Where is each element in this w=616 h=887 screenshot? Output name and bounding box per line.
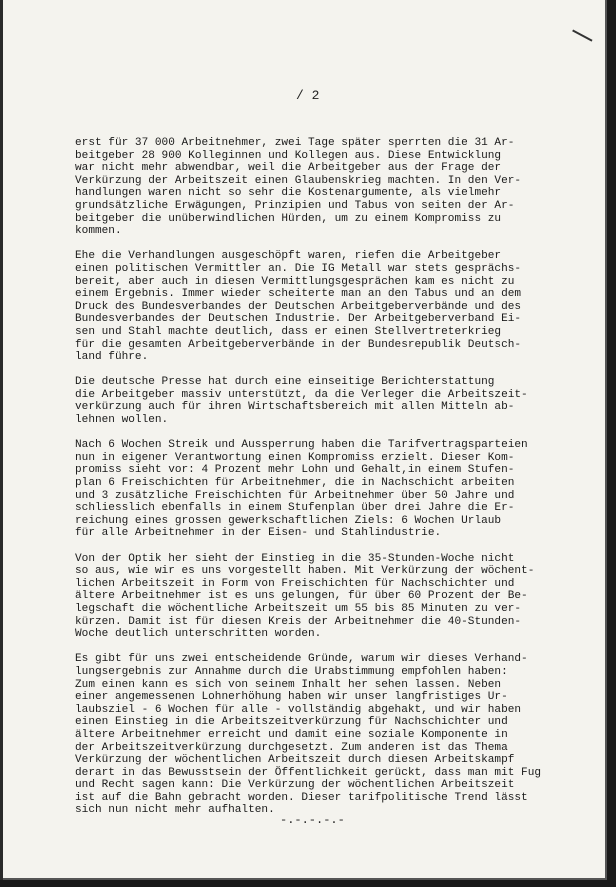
text-line: promiss sieht vor: 4 Prozent mehr Lohn und Gehalt,in einem Stufen-	[75, 464, 515, 477]
pen-mark	[567, 30, 592, 51]
end-mark: -.-.-.-.-	[280, 813, 345, 827]
paragraph	[75, 653, 579, 817]
text-line: kürzen. Damit ist für diesen Kreis der Arbeitnehmer die 40-Stunden-	[75, 615, 522, 628]
text-line: erst für 37 000 Arbeitnehmer, zwei Tage später sperrten die 31 Ar-	[75, 137, 515, 149]
scan-edge	[0, 0, 3, 880]
text-line: ältere Arbeitnehmer erreicht und damit eine soziale Komponente in	[75, 728, 508, 741]
text-line: handlungen waren nicht so sehr die Kostenargumente, als vielmehr	[75, 187, 502, 200]
text-line: so aus, wie wir es uns vorgestellt haben. Mit Verkürzung der wöchent-	[75, 565, 535, 578]
text-line: Verkürzung der Arbeitszeit einen Glaubenskrieg machten. In den Ver-	[75, 174, 522, 187]
page-number: / 2	[296, 88, 320, 103]
text-line: laubsziel - 6 Wochen für alle - vollständig abgehakt, und wir haben	[75, 703, 522, 716]
text-line: plan 6 Freischichten für Arbeitnehmer, die in Nachschicht arbeiten	[75, 477, 515, 490]
text-line: sich nun nicht mehr aufhalten.	[75, 804, 275, 817]
text-line: nun in eigener Verantwortung einen Kompromiss erzielt. Dieser Kom-	[75, 451, 515, 464]
text-line: Zum einen kann es sich von seinem Inhalt her sehen lassen. Neben	[75, 678, 502, 691]
text-line: lungsergebnis zur Annahme durch die Urabstimmung empfohlen haben:	[75, 665, 508, 678]
text-line: lehnen wollen.	[75, 414, 169, 427]
text-line: land führe.	[75, 351, 149, 364]
text-line: sen und Stahl machte deutlich, dass er einen Stellvertreterkrieg	[75, 325, 502, 338]
text-line: und Recht sagen kann: Die Verkürzung der wöchentlichen Arbeitszeit	[75, 779, 515, 792]
text-line: beitgeber die unüberwindlichen Hürden, um zu einem Kompromiss zu	[75, 212, 502, 225]
text-line: einer angemessenen Lohnerhöhung haben wir unser langfristiges Ur-	[75, 691, 508, 704]
text-line: ist auf die Bahn gebracht worden. Dieser tarifpolitische Trend lässt	[75, 791, 528, 804]
text-line: Es gibt für uns zwei entscheidende Gründe, warum wir dieses Verhand-	[75, 653, 528, 666]
paragraph	[75, 137, 579, 238]
text-line: beitgeber 28 900 Kolleginnen und Kollegen aus. Diese Entwicklung	[75, 149, 502, 162]
text-line: kommen.	[75, 225, 122, 238]
text-line: einen Einstieg in die Arbeitszeitverkürzung für Nachschichter und	[75, 716, 508, 729]
paragraph	[75, 376, 579, 426]
text-line: einen politischen Vermittler an. Die IG Metall war stets gesprächs-	[75, 262, 522, 275]
text-line: reichung eines grossen gewerkschaftlichen Ziels: 6 Wochen Urlaub	[75, 514, 502, 527]
text-line: Bundesverbandes der Deutschen Industrie. Der Arbeitgeberverband Ei-	[75, 313, 522, 326]
text-line: derart in das Bewusstsein der Öffentlichkeit gerückt, dass man mit Fug	[75, 766, 542, 779]
text-line: ältere Arbeitnehmer ist es uns gelungen, für über 60 Prozent der Be-	[75, 590, 528, 603]
text-line: war nicht mehr abwendbar, weil die Arbeitgeber aus der Frage der	[75, 162, 502, 175]
text-line: grundsätzliche Erwägungen, Prinzipien und Tabus von seiten der Ar-	[75, 199, 515, 212]
text-line: einem Ergebnis. Immer wieder scheiterte man an den Tabus und an dem	[75, 288, 522, 301]
paragraph	[75, 553, 579, 641]
text-line: schliesslich ebenfalls in einem Stufenplan über drei Jahre die Er-	[75, 502, 515, 515]
text-line: der Arbeitszeitverkürzung durchgesetzt. Zum anderen ist das Thema	[75, 741, 508, 754]
text-line: Druck des Bundesverbandes der Deutschen Arbeitgeberverbände und des	[75, 300, 522, 313]
text-line: lichen Arbeitszeit in Form von Freischichten für Nachschichter und	[75, 577, 515, 590]
text-line: legschaft die wöchentliche Arbeitszeit um 55 bis 85 Minuten zu ver-	[75, 602, 522, 615]
text-line: Woche deutlich unterschritten worden.	[75, 628, 322, 641]
paragraph	[75, 439, 579, 540]
text-line: verkürzung auch für ihren Wirtschaftsbereich mit allen Mitteln ab-	[75, 401, 515, 414]
text-line: für alle Arbeitnehmer in der Eisen- und Stahlindustrie.	[75, 527, 442, 540]
text-line: für die gesamten Arbeitgeberverbände in der Bundesrepublik Deutsch-	[75, 338, 522, 351]
text-line: Von der Optik her sieht der Einstieg in die 35-Stunden-Woche nicht	[75, 552, 515, 565]
document-body	[75, 137, 579, 830]
text-line: Verkürzung der wöchentlichen Arbeitszeit durch diesen Arbeitskampf	[75, 754, 515, 767]
paragraph	[75, 250, 579, 363]
text-line: bereit, aber auch in diesen Vermittlungsgesprächen kam es nicht zu	[75, 275, 515, 288]
text-line: die Arbeitgeber massiv unterstützt, da die Verleger die Arbeitszeit-	[75, 388, 528, 401]
text-line: Nach 6 Wochen Streik und Aussperrung haben die Tarifvertragsparteien	[75, 439, 528, 452]
text-line: und 3 zusätzliche Freischichten für Arbeitnehmer über 50 Jahre und	[75, 489, 515, 502]
text-line: Ehe die Verhandlungen ausgeschöpft waren, riefen die Arbeitgeber	[75, 250, 502, 263]
text-line: Die deutsche Presse hat durch eine einseitige Berichterstattung	[75, 376, 495, 389]
